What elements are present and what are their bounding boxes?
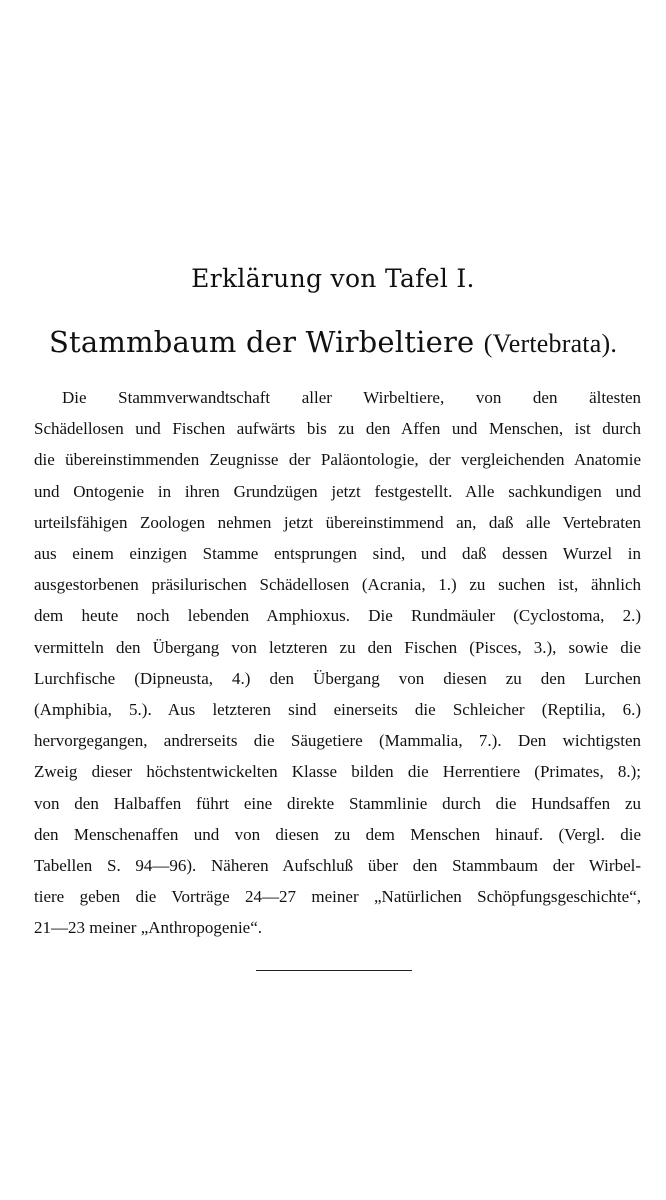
subtitle-latin: (Vertebrata).: [483, 329, 618, 358]
paragraph-line: den Menschenaffen und von diesen zu dem Menschen hinauf. (Vergl. die: [34, 824, 641, 844]
paragraph-line: hervorgegangen, andrerseits die Säugetiere (Mammalia, 7.). Den wichtigsten: [34, 731, 641, 751]
plate-title: Erklärung von Tafel I.: [191, 264, 475, 293]
plate-subtitle: [0, 325, 666, 359]
paragraph-line: Die Stammverwandtschaft aller Wirbeltiere, von den ältesten: [62, 388, 641, 407]
explanation-paragraph: [34, 382, 641, 944]
paragraph-line: Zweig dieser höchstentwickelten Klasse bilden die Herrentiere (Primates, 8.);: [34, 762, 641, 782]
paragraph-line: 21—23 meiner „Anthropogenie“.: [34, 918, 263, 938]
paragraph-line: ausgestorbenen präsilurischen Schädellosen (Acrania, 1.) zu suchen ist, ähnlich: [34, 575, 641, 595]
subtitle-german: Stammbaum der Wirbeltiere: [48, 325, 475, 359]
paragraph-line: aus einem einzigen Stamme entsprungen sind, und daß dessen Wurzel in: [34, 544, 641, 564]
divider-rule: [256, 970, 412, 971]
paragraph-line: Tabellen S. 94—96). Näheren Aufschluß über den Stammbaum der Wirbel-: [34, 856, 641, 876]
paragraph-line: Lurchfische (Dipneusta, 4.) den Übergang von diesen zu den Lurchen: [34, 668, 641, 688]
paragraph-line: vermitteln den Übergang von letzteren zu den Fischen (Pisces, 3.), sowie die: [34, 637, 641, 657]
paragraph-line: (Amphibia, 5.). Aus letzteren sind einerseits die Schleicher (Reptilia, 6.): [34, 700, 641, 720]
paragraph-line: von den Halbaffen führt eine direkte Stammlinie durch die Hundsaffen zu: [34, 793, 641, 813]
paragraph-line: Schädellosen und Fischen aufwärts bis zu den Affen und Menschen, ist durch: [34, 419, 641, 439]
paragraph-line: dem heute noch lebenden Amphioxus. Die Rundmäuler (Cyclostoma, 2.): [34, 606, 641, 626]
paragraph-line: und Ontogenie in ihren Grundzügen jetzt festgestellt. Alle sachkundigen und: [34, 481, 641, 501]
paragraph-line: urteilsfähigen Zoologen nehmen jetzt übereinstimmend an, daß alle Vertebraten: [34, 512, 641, 532]
paragraph-line: tiere geben die Vorträge 24—27 meiner „Natürlichen Schöpfungsgeschichte“,: [34, 887, 641, 907]
paragraph-line: die übereinstimmenden Zeugnisse der Paläontologie, der vergleichenden Anatomie: [34, 450, 641, 470]
